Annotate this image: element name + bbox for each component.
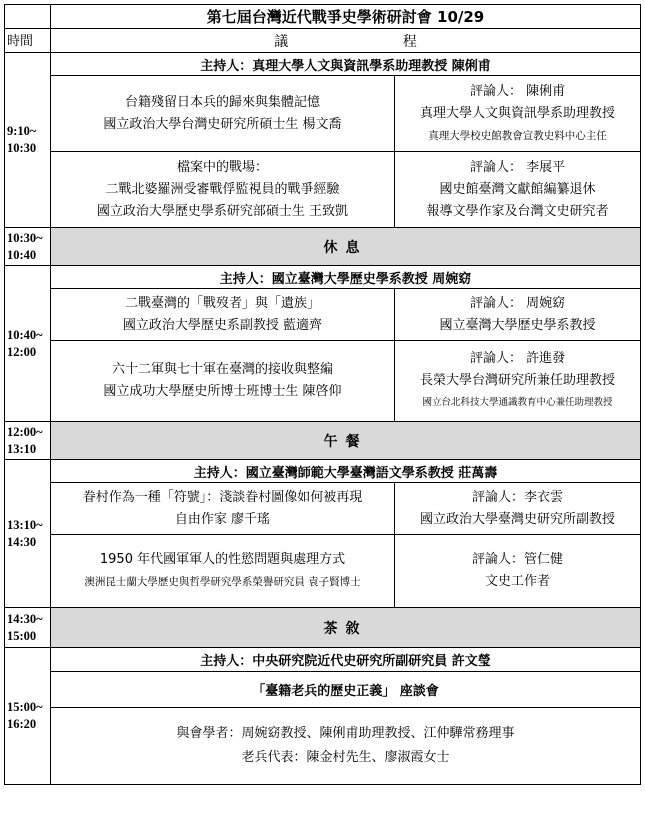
paper-title: 1950 年代國軍軍人的性慾問題與處理方式 <box>99 552 346 567</box>
paper-title: 檔案中的戰場： <box>176 159 268 175</box>
session1-discussant2: 評論人： 李展平 國史館臺灣文獻館編纂退休 報導文學作家及台灣文史研究者 <box>395 152 641 228</box>
break1-label: 休息 <box>51 228 641 266</box>
time-column-header: 時間 <box>5 29 51 53</box>
agenda-header-left: 議 <box>274 33 289 50</box>
paper-presenter: 國立成功大學歷史所博士班博士生 陳啓仰 <box>103 384 342 399</box>
conference-schedule-table <box>4 4 641 785</box>
paper-presenter: 國立政治大學台灣史研究所碩士生 楊文喬 <box>103 116 342 132</box>
session2-host: 主持人：國立臺灣大學歷史學系教授 周婉窈 <box>51 266 641 289</box>
paper-presenter: 澳洲昆士蘭大學歷史與哲學研究學系榮譽研究員 袁子賢博士 <box>84 576 361 588</box>
break1-time: 10:30~ 10:40 <box>5 228 51 266</box>
session4-host: 主持人：中央研究院近代史研究所副研究員 許文瑩 <box>51 648 641 672</box>
session3-host: 主持人：國立臺灣師範大學臺灣語文學系教授 莊萬壽 <box>51 460 641 483</box>
panel-participants: 與會學者：周婉窈教授、陳俐甫助理教授、江仲驊常務理事 <box>176 726 515 741</box>
session2-paper2 <box>51 341 395 422</box>
session2-time: 10:40~ 12:00 <box>5 266 51 422</box>
session1-host: 主持人：真理大學人文與資訊學系助理教授 陳俐甫 <box>51 53 641 76</box>
paper-title: 六十二軍與七十軍在臺灣的接收與整編 <box>111 362 333 377</box>
session2-discussant1: 評論人： 周婉窈 國立臺灣大學歷史學系教授 <box>395 289 641 341</box>
session1-paper1 <box>51 76 395 152</box>
paper-presenter: 國立政治大學歷史學系研究部碩士生 王致凱 <box>96 203 349 219</box>
session3-discussant1: 評論人：李衣雲 國立政治大學臺灣史研究所副教授 <box>395 483 641 535</box>
break2-time: 12:00~ 13:10 <box>5 422 51 460</box>
agenda-column-header <box>51 29 641 53</box>
session4-panel-members <box>51 708 641 785</box>
session1-paper2 <box>51 152 395 228</box>
session2-paper1 <box>51 289 395 341</box>
session3-paper2 <box>51 535 395 608</box>
session3-paper1 <box>51 483 395 535</box>
break3-label: 茶敘 <box>51 608 641 648</box>
session3-time: 13:10~ 14:30 <box>5 460 51 608</box>
break3-time: 14:30~ 15:00 <box>5 608 51 648</box>
session4-time: 15:00~ 16:20 <box>5 648 51 785</box>
paper-title: 眷村作為一種「符號」：淺談眷村圖像如何被再現 <box>82 489 363 505</box>
session1-discussant1: 評論人： 陳俐甫 真理大學人文與資訊學系助理教授 真理大學校史館教會宣教史料中心主任 <box>395 76 641 152</box>
agenda-header-right: 程 <box>402 33 417 50</box>
schedule-title: 第七屆台灣近代戰爭史學術研討會 10/29 <box>51 5 641 29</box>
session3-discussant2: 評論人：管仁健 文史工作者 <box>395 535 641 608</box>
panel-veterans: 老兵代表：陳金村先生、廖淑霞女士 <box>241 750 450 765</box>
paper-title: 台籍殘留日本兵的歸來與集體記憶 <box>124 94 320 110</box>
paper-title: 二戰臺灣的「戰歿者」與「遺族」 <box>124 295 320 311</box>
paper-presenter: 自由作家 廖千瑤 <box>174 511 271 527</box>
session1-time: 9:10~ 10:30 <box>5 53 51 228</box>
session4-panel-title: 「臺籍老兵的歷史正義」 座談會 <box>51 672 641 708</box>
session2-discussant2: 評論人： 許進發 長榮大學台灣研究所兼任助理教授 國立台北科技大學通識教育中心兼任助理教授 <box>395 341 641 422</box>
break2-label: 午餐 <box>51 422 641 460</box>
paper-presenter: 國立政治大學歷史系副教授 藍適齊 <box>122 317 323 333</box>
corner-cell <box>5 5 51 29</box>
paper-title: 二戰北婆羅洲受審戰俘監視員的戰爭經驗 <box>105 181 340 197</box>
